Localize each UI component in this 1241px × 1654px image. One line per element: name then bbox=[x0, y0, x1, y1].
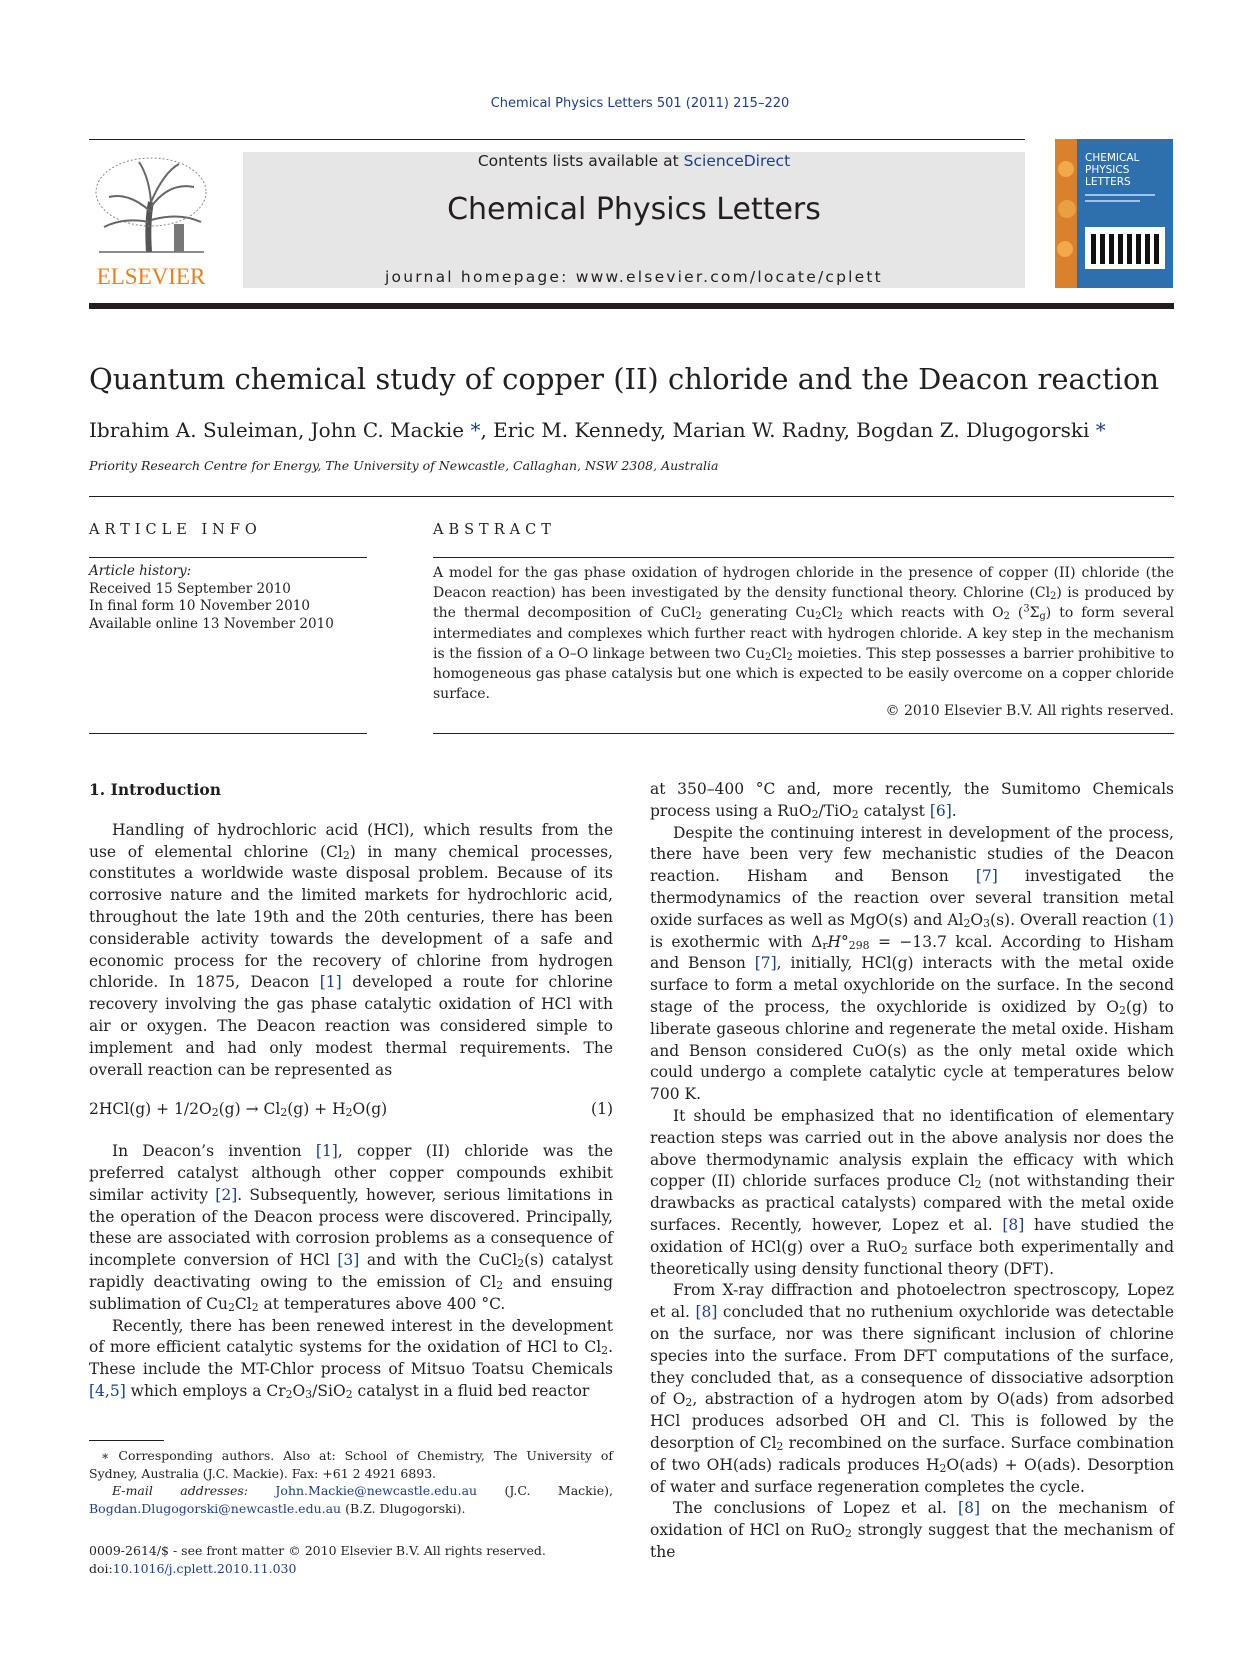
abstract-bottom-rule bbox=[433, 733, 1174, 734]
author-name: John C. Mackie bbox=[310, 418, 465, 442]
author-name: Ibrahim A. Suleiman bbox=[89, 418, 298, 442]
author-name: Marian W. Radny bbox=[672, 418, 844, 442]
corresponding-author-asterisk[interactable]: * bbox=[464, 418, 481, 442]
body-paragraph: From X-ray diffraction and photoelectron spectroscopy, Lopez et al. [8] concluded that no ruthenium oxychloride was detectable on the surface, nor was there significant inclusion of chlorine species into the surface. From DFT computations of the surface, they concluded that, as a consequence of dissociative adsorption of $O_2$, abstraction of a hydrogen atom by O(ads) from adsorbed HCl produces adsorbed OH and Cl. This is followed by the desorption of $Cl_2$ recombined on the surface. Surface combination of two OH(ads) radicals produces $H_2O(ads) + O(ads)$. Desorption of water and surface regeneration completes the cycle. bbox=[650, 1281, 1174, 1496]
email-link[interactable]: Bogdan.Dlugogorski@newcastle.edu.au bbox=[89, 1500, 342, 1516]
contents-availability bbox=[243, 152, 1025, 170]
section-heading-introduction: 1. Introduction bbox=[89, 780, 221, 799]
body-paragraph: Recently, there has been renewed interest in the development of more efficient catalytic systems for the oxidation of HCl to $Cl_2$. These include the MT-Chlor process of Mitsuo Toatsu Chemicals [4,5] which employs a $Cr_2O_3/SiO_2$ catalyst in a fluid bed reactor bbox=[89, 1316, 613, 1401]
journal-reference[interactable]: Chemical Physics Letters 501 (2011) 215–220 bbox=[490, 96, 790, 111]
article-history bbox=[89, 563, 367, 633]
abstract-rule bbox=[433, 557, 1174, 558]
body-paragraph: It should be emphasized that no identification of elementary reaction steps was carried out in the above analysis nor does the above thermodynamic analysis explain the efficacy with which copper (II) chloride surfaces produce $Cl_2$ (not withstanding their drawbacks as practical catalysts) compared with the metal oxide surfaces. Recently, however, Lopez et al. [8] have studied the oxidation of HCl(g) over a RuO$_2$ surface both experimentally and theoretically using density functional theory (DFT). bbox=[650, 1106, 1175, 1278]
article-info-heading: ARTICLE INFO bbox=[89, 522, 262, 538]
final-form-date: In final form 10 November 2010 bbox=[89, 598, 310, 614]
citation-link[interactable]: [8] bbox=[958, 1499, 981, 1518]
journal-title: Chemical Physics Letters bbox=[447, 192, 821, 227]
journal-cover-image bbox=[1055, 139, 1173, 288]
elsevier-wordmark: ELSEVIER bbox=[96, 264, 206, 289]
body-column-right bbox=[650, 779, 1174, 1564]
body-paragraph: at 350–400 °C and, more recently, the Sumitomo Chemicals process using a RuO$_2$/TiO$_2$ catalyst [6]. bbox=[650, 780, 1174, 821]
contents-prefix: Contents lists available at bbox=[477, 152, 684, 170]
author-list: Ibrahim A. Suleiman, John C. Mackie *, Eric M. Kennedy, Marian W. Radny, Bogdan Z. Dlugogorski * bbox=[89, 418, 1106, 442]
corresponding-author-footnote: ∗ Corresponding authors. Also at: School of Chemistry, The University of Sydney, Australia (J.C. Mackie). Fax: +61 2 4921 6893. E-mail addresses: John.Mackie@newcastle.edu.au (J.C. Mackie), Bogdan.Dlugogorski@newcastle.edu.au (B.Z. Dlugogorski). bbox=[89, 1448, 613, 1516]
sciencedirect-link[interactable]: ScienceDirect bbox=[683, 152, 791, 170]
body-paragraph: The conclusions of Lopez et al. [8] on the mechanism of oxidation of HCl on RuO$_2$ strongly suggest that the mechanism of the bbox=[650, 1499, 1174, 1561]
citation-link[interactable]: [7] bbox=[754, 954, 777, 973]
front-matter-info bbox=[89, 1542, 689, 1577]
header-rule bbox=[89, 139, 1025, 140]
online-date: Available online 13 November 2010 bbox=[89, 615, 334, 632]
body-column-left bbox=[89, 779, 613, 1403]
svg-text:LETTERS: LETTERS bbox=[1085, 176, 1131, 188]
history-label: Article history: bbox=[89, 563, 192, 579]
affiliation: Priority Research Centre for Energy, The University of Newcastle, Callaghan, NSW 2308, Australia bbox=[89, 458, 719, 473]
equation-reference-link[interactable]: (1) bbox=[1152, 910, 1175, 929]
citation-link[interactable]: [6] bbox=[929, 801, 952, 820]
abstract-copyright: © 2010 Elsevier B.V. All rights reserved. bbox=[885, 703, 1174, 719]
equation-1: $2HCl(g) + 1/2O_2(g) \to Cl_2(g) + H_2O(g)$ (1) bbox=[89, 1100, 613, 1120]
email-link[interactable]: John.Mackie@newcastle.edu.au bbox=[275, 1483, 478, 1498]
abstract-text: A model for the gas phase oxidation of hydrogen chloride in the presence of copper (II) chloride (the Deacon reaction) has been investigated by the density functional theory. Chlorine $(Cl_2)$ is produced by the thermal decomposition of CuCl$_2$ generating $Cu_2Cl_2$ which reacts with $O_2$ $(^3\Sigma_g)$ to form several intermediates and complexes which further react with hydrogen chloride. A key step in the mechanism is the fission of a O–O linkage between two $Cu_2Cl_2$ moieties. This step possesses a barrier prohibitive to homogeneous gas phase catalysis but one which is expected to be easily overcome on a copper chloride surface. bbox=[433, 565, 1174, 703]
body-paragraph: In Deacon’s invention [1], copper (II) chloride was the preferred catalyst although other copper compounds exhibit similar activity [2]. Subsequently, however, serious limitations in the operation of the Deacon process were discovered. Principally, these are associated with corrosion problems as a consequence of incomplete conversion of HCl [3] and with the CuCl$_2$(s) catalyst rapidly deactivating owing to the emission of $Cl_2$ and ensuing sublimation of $Cu_2Cl_2$ at temperatures above 400 °C. bbox=[89, 1142, 613, 1314]
citation-link[interactable]: [1] bbox=[319, 973, 342, 992]
doi-line bbox=[89, 1560, 689, 1578]
citation-link[interactable]: [7] bbox=[975, 867, 998, 886]
svg-text:PHYSICS: PHYSICS bbox=[1085, 164, 1130, 176]
citation-link[interactable]: [2] bbox=[215, 1185, 238, 1204]
article-info-rule bbox=[89, 557, 367, 558]
citation-link[interactable]: [8] bbox=[695, 1303, 718, 1322]
doi-prefix: doi: bbox=[89, 1560, 113, 1576]
citation-link[interactable]: [3] bbox=[337, 1251, 360, 1270]
citation-link[interactable]: [1] bbox=[315, 1142, 338, 1161]
citation-link[interactable]: [4,5] bbox=[89, 1381, 126, 1400]
title-rule bbox=[89, 496, 1174, 497]
article-title: Quantum chemical study of copper (II) chloride and the Deacon reaction bbox=[89, 362, 1160, 396]
author-name: Eric M. Kennedy bbox=[493, 418, 660, 442]
svg-text:CHEMICAL: CHEMICAL bbox=[1085, 152, 1140, 164]
elsevier-logo bbox=[89, 152, 213, 292]
article-info-bottom-rule bbox=[89, 733, 367, 734]
journal-banner bbox=[243, 152, 1025, 288]
received-date: Received 15 September 2010 bbox=[89, 580, 291, 597]
citation-link[interactable]: [8] bbox=[1002, 1215, 1025, 1234]
doi-link[interactable]: 10.1016/j.cplett.2010.11.030 bbox=[112, 1560, 297, 1576]
body-paragraph: Despite the continuing interest in development of the process, there have been very few mechanistic studies of the Deacon reaction. Hisham and Benson [7] investigated the thermodynamics of the reaction over several transition metal oxide surfaces as well as MgO(s) and $Al_2O_3(s)$. Overall reaction (1) is exothermic with $\Delta_rH^\circ_{298} = -13.7$ kcal. According to Hisham and Benson [7], initially, HCl(g) interacts with the metal oxide surface to form a metal oxychloride on the surface. In the second stage of the process, the oxychloride is oxidized by $O_2(g)$ to liberate gaseous chlorine and regenerate the metal oxide. Hisham and Benson considered CuO(s) as the only metal oxide which could undergo a complete catalytic cycle at temperatures below 700 K. bbox=[650, 823, 1175, 1104]
elsevier-tree-icon bbox=[89, 152, 213, 292]
header-thick-rule bbox=[89, 303, 1174, 309]
equation-number: (1) bbox=[591, 1100, 613, 1119]
author-name: Bogdan Z. Dlugogorski bbox=[856, 418, 1090, 442]
issn-line: 0009-2614/$ - see front matter © 2010 Elsevier B.V. All rights reserved. bbox=[89, 1543, 546, 1558]
journal-homepage-link[interactable]: journal homepage: www.elsevier.com/locate/cplett bbox=[385, 268, 883, 286]
body-paragraph: Handling of hydrochloric acid (HCl), which results from the use of elemental chlorine $(Cl_2)$ in many chemical processes, constitutes a worldwide waste disposal problem. Because of its corrosive nature and the limited markets for hydrochloric acid, throughout the late 19th and the 20th centuries, there has been considerable activity towards the development of a safe and economic process for the recovery of chlorine from hydrogen chloride. In 1875, Deacon [1] developed a route for chlorine recovery involving the gas phase catalytic oxidation of HCl with air or oxygen. The Deacon reaction was considered simple to implement and had only modest thermal requirements. The overall reaction can be represented as bbox=[89, 820, 613, 1079]
footnote-rule bbox=[89, 1440, 164, 1441]
abstract-heading: ABSTRACT bbox=[433, 522, 556, 538]
corresponding-author-asterisk[interactable]: * bbox=[1089, 418, 1106, 442]
